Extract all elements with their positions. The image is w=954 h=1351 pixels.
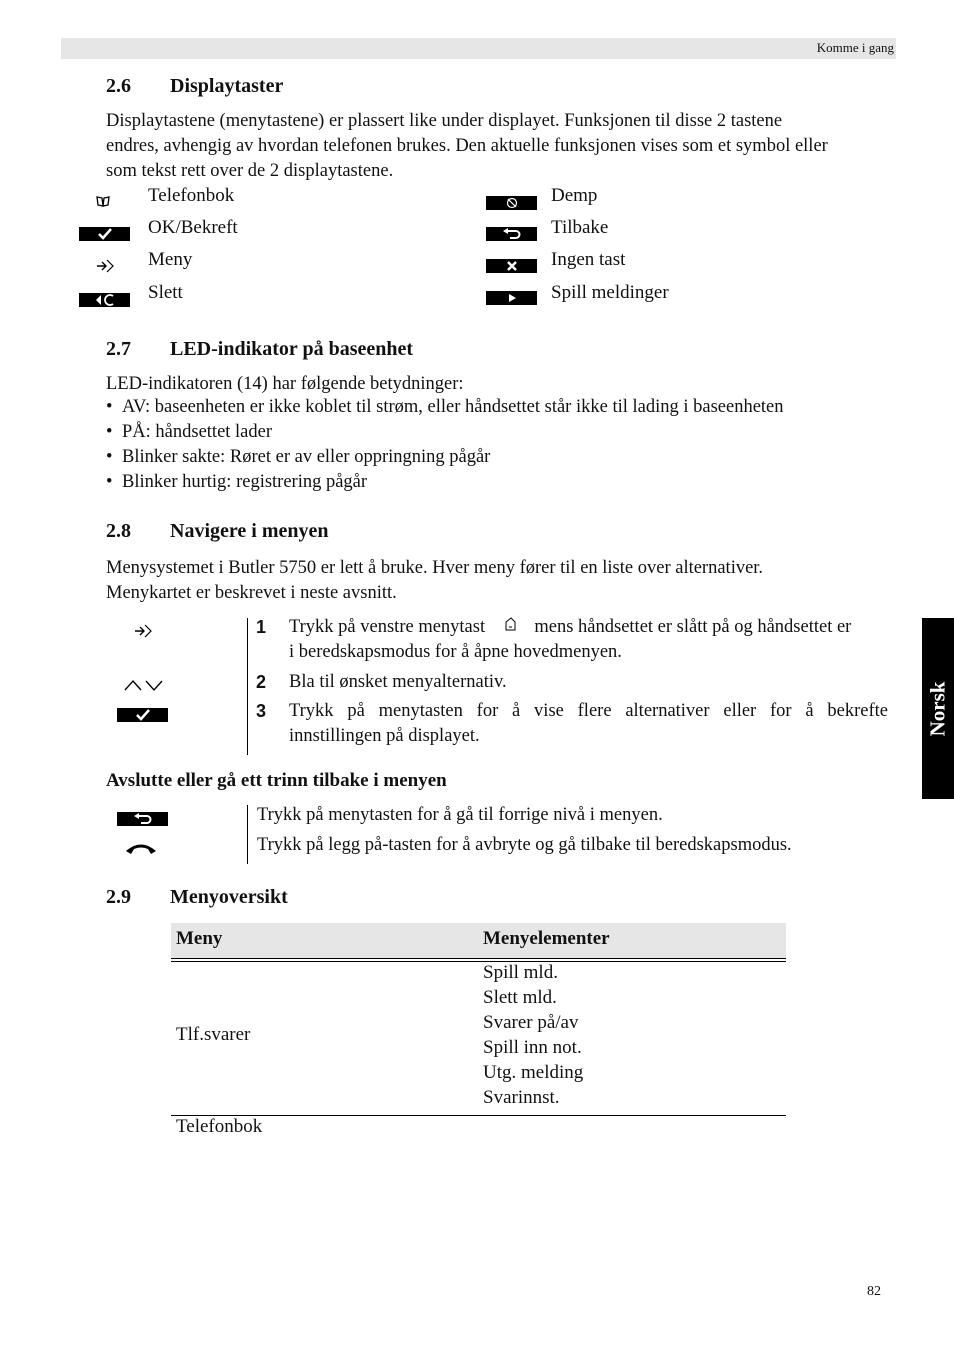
menu-arrow-icon <box>134 623 154 644</box>
table-cell-menu: Telefonbok <box>176 1116 263 1137</box>
step-1-text-cont: i beredskapsmodus for å åpne hovedmenyen. <box>289 642 622 662</box>
left-menu-key-icon <box>490 615 530 640</box>
page-number: 82 <box>867 1284 881 1299</box>
exit-divider <box>247 805 248 864</box>
exit-line: Trykk på menytasten for å gå til forrige nivå i menyen. <box>257 805 663 825</box>
checkmark-icon <box>79 227 130 241</box>
key-label-ok: OK/Bekreft <box>148 217 238 238</box>
menu-item: Svarer på/av <box>483 1012 579 1033</box>
section-number: 2.9 <box>106 886 131 908</box>
section-2-6-heading <box>106 75 706 101</box>
key-label-play: Spill meldinger <box>551 282 669 303</box>
language-tab-label: Norsk <box>925 681 950 736</box>
paragraph-line: som tekst rett over de 2 displaytastene. <box>106 161 394 181</box>
step-3-text-cont: innstillingen på displayet. <box>289 726 480 746</box>
table-rule <box>171 1115 786 1116</box>
menu-item: Slett mld. <box>483 987 557 1008</box>
section-title: Menyoversikt <box>170 886 288 908</box>
menu-table-header <box>171 923 786 959</box>
menu-item: Spill mld. <box>483 962 558 983</box>
section-number: 2.8 <box>106 520 131 542</box>
section-title: Displaytaster <box>170 75 284 97</box>
menu-arrow-icon <box>96 258 116 279</box>
hang-up-icon <box>124 840 158 861</box>
table-cell-menu: Tlf.svarer <box>176 1024 251 1045</box>
language-tab <box>922 618 954 799</box>
key-label-back: Tilbake <box>551 217 609 238</box>
section-title: Navigere i menyen <box>170 520 329 542</box>
cross-icon <box>486 259 537 273</box>
key-label-phonebook: Telefonbok <box>148 185 235 206</box>
key-label-no-key: Ingen tast <box>551 249 626 270</box>
section-number: 2.6 <box>106 75 131 97</box>
back-icon <box>486 227 537 241</box>
table-header-cell: Menyelementer <box>483 928 610 949</box>
paragraph-line: Menysystemet i Butler 5750 er lett å bruke. Hver meny fører til en liste over alternativer. <box>106 558 764 578</box>
step-number: 1 <box>256 617 267 637</box>
step-divider <box>247 618 248 755</box>
key-label-mute: Demp <box>551 185 598 206</box>
list-item: • AV: baseenheten er ikke koblet til strøm, eller håndsettet står ikke til lading i baseenheten <box>106 397 784 417</box>
menu-item: Svarinnst. <box>483 1087 560 1108</box>
section-2-9-heading <box>106 886 706 912</box>
paragraph-line: Displaytastene (menytastene) er plassert like under displayet. Funksjonen til disse 2 tastene <box>106 111 783 131</box>
list-item: • Blinker sakte: Røret er av eller oppringning pågår <box>106 447 491 467</box>
led-intro: LED-indikatoren (14) har følgende betydninger: <box>106 374 464 394</box>
exit-line: Trykk på legg på-tasten for å avbryte og gå tilbake til beredskapsmodus. <box>257 835 792 855</box>
table-rule <box>171 961 786 962</box>
key-label-menu: Meny <box>148 249 193 270</box>
step-number: 3 <box>256 701 267 721</box>
section-2-7-heading <box>106 338 706 364</box>
back-icon <box>117 812 168 826</box>
step-1-text: Trykk på venstre menytast mens håndsettet er slått på og håndsettet er <box>289 615 851 640</box>
up-down-arrows-icon <box>123 677 165 698</box>
step-3-text: Trykk på menytasten for å vise flere alternativer eller for å bekrefte <box>289 701 888 721</box>
section-title: LED-indikator på baseenhet <box>170 338 414 360</box>
table-cell-items <box>483 960 583 1110</box>
menu-item: Utg. melding <box>483 1062 584 1083</box>
section-2-6-paragraph <box>106 109 906 184</box>
exit-subheading: Avslutte eller gå ett trinn tilbake i menyen <box>106 770 447 791</box>
mute-icon <box>486 196 537 210</box>
paragraph-line: Menykartet er beskrevet i neste avsnitt. <box>106 583 397 603</box>
running-header-text: Komme i gang <box>816 40 894 55</box>
menu-item: Spill inn not. <box>483 1037 582 1058</box>
step-2-text: Bla til ønsket menyalternativ. <box>289 672 507 692</box>
phonebook-icon <box>95 194 111 213</box>
key-label-delete: Slett <box>148 282 183 303</box>
list-item: • Blinker hurtig: registrering pågår <box>106 472 368 492</box>
delete-icon <box>79 293 130 307</box>
table-header-cell: Meny <box>176 928 223 949</box>
section-2-8-paragraph <box>106 556 906 606</box>
section-number: 2.7 <box>106 338 131 360</box>
step-number: 2 <box>256 672 267 692</box>
section-2-8-heading <box>106 520 706 546</box>
list-item: • PÅ: håndsettet lader <box>106 422 273 442</box>
paragraph-line: endres, avhengig av hvordan telefonen brukes. Den aktuelle funksjonen vises som et symbol eller <box>106 136 828 156</box>
running-header <box>61 38 896 59</box>
play-icon <box>486 291 537 305</box>
checkmark-icon <box>117 708 168 722</box>
